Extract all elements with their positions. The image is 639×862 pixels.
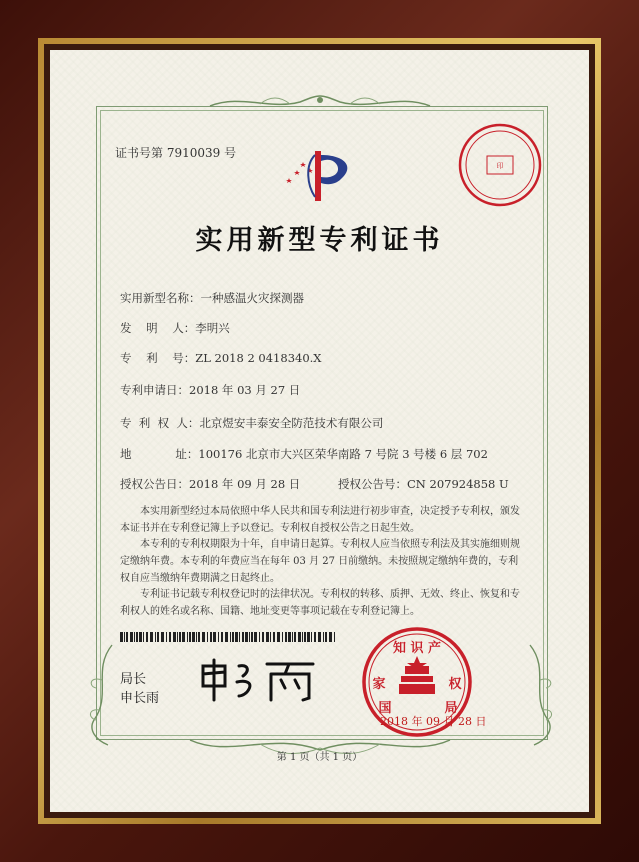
grant-date-label: 授权公告日： — [120, 477, 189, 491]
barcode-bar — [126, 632, 128, 642]
barcode-bar — [155, 632, 156, 642]
barcode-bar — [210, 632, 212, 642]
grant-date-value: 2018 年 09 月 28 日 — [189, 477, 301, 491]
barcode-icon — [120, 632, 338, 642]
barcode-bar — [254, 632, 257, 642]
certificate-number-label: 证书号第 — [115, 146, 164, 160]
cnipa-logo-icon — [275, 145, 365, 205]
chief-title: 局长 — [120, 672, 147, 687]
certificate-title: 实用新型专利证书 — [195, 225, 444, 256]
barcode-bar — [134, 632, 135, 642]
svg-text:印: 印 — [496, 162, 504, 170]
barcode-bar — [249, 632, 250, 642]
barcode-bar — [259, 632, 260, 642]
barcode-bar — [136, 632, 138, 642]
filing-date-label: 专利申请日： — [120, 383, 189, 397]
barcode-bar — [189, 632, 191, 642]
address-label: 地 址： — [120, 447, 199, 461]
seal-date: 2018 年 09 月 28 日 — [380, 715, 487, 728]
barcode-bar — [251, 632, 253, 642]
handwritten-signature-icon — [195, 652, 325, 707]
inventor-value: 李明兴 — [195, 321, 230, 335]
field-patent-number — [120, 350, 322, 366]
certificate-number-value: 7910039 — [166, 146, 221, 160]
barcode-bar — [304, 632, 306, 642]
barcode-bar — [232, 632, 234, 642]
name-label: 实用新型名称： — [120, 291, 201, 305]
svg-text:家: 家 — [372, 677, 386, 692]
barcode-bar — [298, 632, 301, 642]
barcode-bar — [179, 632, 181, 642]
barcode-bar — [198, 632, 200, 642]
barcode-bar — [239, 632, 240, 642]
barcode-bar — [124, 632, 125, 642]
barcode-bar — [294, 632, 296, 642]
barcode-bar — [157, 632, 159, 642]
barcode-bar — [202, 632, 205, 642]
barcode-bar — [235, 632, 238, 642]
left-vine-ornament-icon — [82, 640, 122, 750]
barcode-bar — [230, 632, 231, 642]
barcode-bar — [213, 632, 216, 642]
body-paragraph-2: 本专利的专利权期限为十年，自申请日起算。专利权人应当依照专利法及其实施细则规定缴纳年费。本专利的年费应当在每年 03 月 27 日前缴纳。未按照规定缴纳年费的，专利权自应当缴纳年费期满之日起终止。 — [120, 539, 520, 584]
barcode-bar — [242, 632, 244, 642]
field-inventor — [120, 320, 230, 336]
barcode-bar — [314, 632, 316, 642]
field-grant-number — [338, 476, 509, 492]
barcode-bar — [245, 632, 248, 642]
barcode-bar — [285, 632, 287, 642]
barcode-bar — [325, 632, 327, 642]
filing-date-value: 2018 年 03 月 27 日 — [189, 383, 301, 397]
barcode-bar — [120, 632, 123, 642]
barcode-bar — [311, 632, 312, 642]
barcode-bar — [207, 632, 208, 642]
svg-text:国: 国 — [378, 701, 392, 716]
barcode-bar — [161, 632, 164, 642]
barcode-bar — [187, 632, 188, 642]
inventor-label: 发 明 人： — [120, 321, 196, 335]
barcode-bar — [169, 632, 171, 642]
svg-text:权: 权 — [448, 677, 462, 692]
right-vine-ornament-icon — [520, 640, 560, 750]
barcode-bar — [225, 632, 228, 642]
page-number: 第 1 页（共 1 页） — [276, 752, 363, 763]
patentee-label: 专 利 权 人： — [120, 416, 200, 430]
barcode-bar — [139, 632, 142, 642]
field-patentee — [120, 415, 383, 431]
barcode-bar — [182, 632, 185, 642]
name-value: 一种感温火灾探测器 — [200, 291, 304, 305]
barcode-bar — [143, 632, 144, 642]
barcode-bar — [334, 632, 335, 642]
barcode-bar — [323, 632, 324, 642]
barcode-bar — [288, 632, 291, 642]
patent-number-value: ZL 2018 2 0418340.X — [195, 351, 322, 365]
patent-office-seal-icon — [457, 122, 543, 208]
barcode-bar — [329, 632, 332, 642]
barcode-bar — [196, 632, 197, 642]
barcode-bar — [273, 632, 275, 642]
chief-name: 申长雨 — [120, 691, 160, 706]
field-address — [120, 446, 488, 462]
barcode-bar — [292, 632, 293, 642]
grant-number-value: CN 207924858 U — [407, 477, 509, 491]
barcode-bar — [218, 632, 219, 642]
barcode-bar — [192, 632, 195, 642]
field-utility-model-name — [120, 290, 304, 306]
barcode-bar — [282, 632, 283, 642]
barcode-bar — [177, 632, 178, 642]
barcode-bar — [266, 632, 269, 642]
barcode-bar — [173, 632, 176, 642]
patentee-value: 北京煜安丰泰安全防范技术有限公司 — [199, 416, 384, 430]
certificate-number-suffix: 号 — [224, 146, 237, 160]
barcode-bar — [277, 632, 280, 642]
body-paragraph-1: 本实用新型经过本局依照中华人民共和国专利法进行初步审查，决定授予专利权，颁发本证书并在专利登记簿上予以登记。专利权自授权公告之日起生效。 — [120, 506, 520, 534]
barcode-bar — [166, 632, 167, 642]
svg-text:局: 局 — [444, 701, 458, 716]
barcode-bar — [150, 632, 153, 642]
seal-top-text: 知 识 产 — [392, 641, 442, 656]
certificate-number — [115, 144, 236, 161]
barcode-bar — [146, 632, 148, 642]
barcode-bar — [307, 632, 310, 642]
field-filing-date — [120, 382, 300, 398]
barcode-bar — [130, 632, 133, 642]
barcode-bar — [270, 632, 271, 642]
body-paragraph-3: 专利证书记载专利权登记时的法律状况。专利权的转移、质押、无效、终止、恢复和专利权人的姓名或名称、国籍、地址变更等事项记载在专利登记簿上。 — [120, 589, 520, 617]
top-ornament-icon — [200, 92, 440, 112]
field-grant-date — [120, 476, 300, 492]
address-value: 100176 北京市大兴区荣华南路 7 号院 3 号楼 6 层 702 — [198, 447, 488, 461]
grant-number-label: 授权公告号： — [338, 477, 407, 491]
barcode-bar — [318, 632, 321, 642]
barcode-bar — [262, 632, 264, 642]
patent-number-label: 专 利 号： — [120, 351, 196, 365]
barcode-bar — [221, 632, 223, 642]
barcode-bar — [302, 632, 303, 642]
